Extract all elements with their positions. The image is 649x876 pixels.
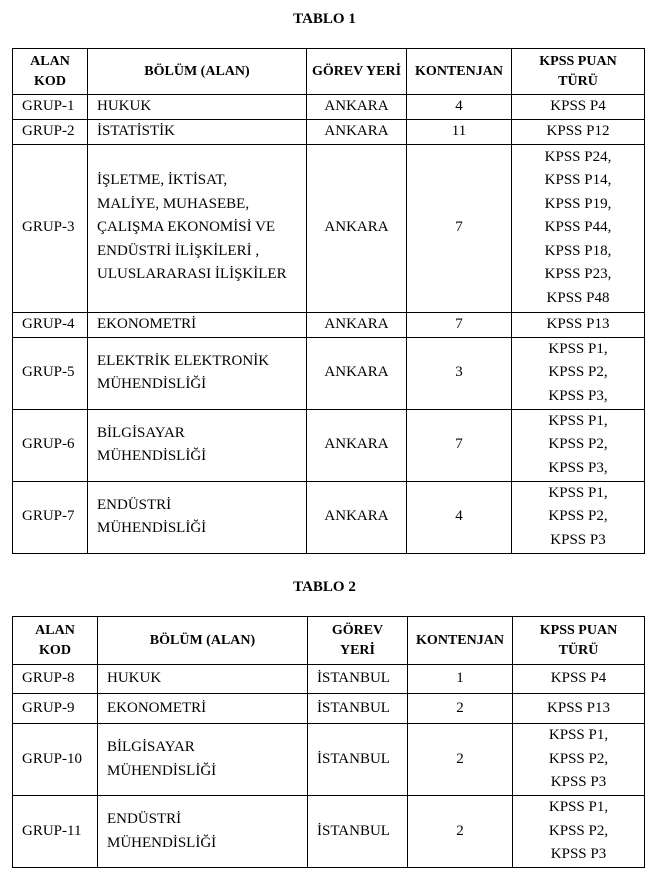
kontenjan-cell: 3 [407,337,512,409]
bolum-line: ÇALIŞMA EKONOMİSİ VE [97,219,276,236]
kpss-cell [513,694,645,724]
kpss-cell [513,796,645,868]
bolum-line: HUKUK [107,670,162,687]
bolum-cell [98,796,308,868]
bolum-cell [88,312,307,337]
header-gorev-yeri [308,617,408,665]
kontenjan-cell: 7 [407,144,512,312]
bolum-line: EKONOMETRİ [97,315,197,332]
tablo-1-body [13,95,645,554]
table-row [13,95,645,120]
alan-kod-cell: GRUP-1 [13,95,88,120]
bolum-line: ULUSLARARASI İLİŞKİLER [97,266,287,283]
kpss-line: KPSS P3, [548,459,608,476]
tablo-2-body [13,665,645,868]
kpss-line: KPSS P2, [548,750,609,767]
header-alan-line2: KOD [34,73,66,89]
alan-kod-cell: GRUP-6 [13,409,88,481]
alan-kod-cell: GRUP-11 [13,796,98,868]
gorev-yeri-cell: ANKARA [307,409,407,481]
header-bolum: BÖLÜM (ALAN) [88,49,307,95]
gorev-yeri-cell: İSTANBUL [308,665,408,694]
kontenjan-cell: 2 [408,694,513,724]
bolum-cell [98,694,308,724]
header-kontenjan: KONTENJAN [408,617,513,665]
kpss-line: KPSS P12 [546,122,610,139]
tablo-2-title: TABLO 2 [293,579,356,595]
header-alan-line1: ALAN [35,622,75,638]
bolum-line: BİLGİSAYAR [107,739,195,755]
alan-kod-cell: GRUP-7 [13,481,88,553]
kpss-cell [512,144,645,312]
kontenjan-cell: 1 [408,665,513,694]
gorev-yeri-cell: ANKARA [307,312,407,337]
bolum-line: MÜHENDİSLİĞİ [97,376,207,392]
alan-kod-cell: GRUP-5 [13,337,88,409]
kpss-line: KPSS P1, [548,799,609,816]
kontenjan-cell: 4 [407,95,512,120]
header-alan-line1: ALAN [30,53,70,69]
bolum-line: MÜHENDİSLİĞİ [97,520,207,536]
bolum-cell [88,95,307,120]
kpss-line: KPSS P3 [550,846,607,863]
bolum-cell [88,144,307,312]
kpss-line: KPSS P13 [546,315,610,332]
kpss-cell [512,312,645,337]
header-gorev-line2: YERİ [339,642,375,658]
header-kpss [513,617,645,665]
table-row [13,119,645,144]
header-kpss-line1: KPSS PUAN [539,622,618,638]
kpss-line: KPSS P1, [548,727,609,744]
kpss-line: KPSS P4 [550,670,607,687]
kpss-cell [512,337,645,409]
bolum-line: BİLGİSAYAR [97,424,185,441]
header-kpss [512,49,645,95]
gorev-yeri-cell: İSTANBUL [308,724,408,796]
kpss-line: KPSS P2, [548,508,608,525]
gorev-yeri-cell: ANKARA [307,481,407,553]
bolum-cell [98,724,308,796]
bolum-line: HUKUK [97,98,152,114]
bolum-line: ELEKTRİK ELEKTRONİK [97,352,270,369]
kpss-line: KPSS P24, [544,148,612,165]
bolum-line: MÜHENDİSLİĞİ [107,834,217,851]
kpss-cell [512,95,645,120]
kpss-cell [513,724,645,796]
bolum-line: MALİYE, MUHASEBE, [97,195,250,212]
kpss-cell [512,119,645,144]
bolum-line: MÜHENDİSLİĞİ [107,762,217,779]
gorev-yeri-cell: ANKARA [307,144,407,312]
table-row [13,312,645,337]
header-gorev-yeri: GÖREV YERİ [307,49,407,95]
gorev-yeri-cell: ANKARA [307,337,407,409]
kpss-line: KPSS P2, [548,364,608,381]
kpss-line: KPSS P3 [550,774,607,791]
kpss-line: KPSS P48 [546,289,610,306]
kpss-line: KPSS P13 [547,699,610,716]
table-row [13,337,645,409]
alan-kod-cell: GRUP-10 [13,724,98,796]
header-alan-kod [13,617,98,665]
tablo-1-title: TABLO 1 [293,11,356,27]
bolum-line: İSTATİSTİK [97,122,175,139]
kontenjan-cell: 4 [407,481,512,553]
kontenjan-cell: 11 [407,119,512,144]
table-row [13,409,645,481]
kpss-cell [512,409,645,481]
kpss-line: KPSS P23, [544,266,612,283]
table-row [13,481,645,553]
tablo-2-header-row [13,617,645,665]
bolum-line: ENDÜSTRİ [107,811,182,827]
bolum-line: İŞLETME, İKTİSAT, [97,172,228,189]
bolum-cell [88,409,307,481]
alan-kod-cell: GRUP-3 [13,144,88,312]
kpss-line: KPSS P2, [548,436,608,453]
bolum-line: MÜHENDİSLİĞİ [97,448,207,464]
kpss-line: KPSS P3 [550,531,606,548]
alan-kod-cell: GRUP-9 [13,694,98,724]
alan-kod-cell: GRUP-2 [13,119,88,144]
header-kpss-line2: TÜRÜ [558,642,599,658]
table-row [13,144,645,312]
table-row [13,724,645,796]
gorev-yeri-cell: İSTANBUL [308,796,408,868]
header-kpss-line2: TÜRÜ [558,73,598,89]
table-row [13,665,645,694]
bolum-line: EKONOMETRİ [107,699,207,716]
kpss-line: KPSS P18, [544,242,612,259]
bolum-cell [88,119,307,144]
kpss-line: KPSS P1, [548,412,608,429]
kontenjan-cell: 7 [407,409,512,481]
table-row [13,694,645,724]
gorev-yeri-cell: İSTANBUL [308,694,408,724]
header-kpss-line1: KPSS PUAN [539,53,617,69]
tablo-1 [12,48,645,554]
header-alan-line2: KOD [39,642,71,658]
tablo-1-header-row [13,49,645,95]
alan-kod-cell: GRUP-8 [13,665,98,694]
kontenjan-cell: 2 [408,796,513,868]
kpss-line: KPSS P2, [548,822,609,839]
kpss-line: KPSS P19, [544,195,612,212]
kpss-line: KPSS P3, [548,387,608,404]
bolum-cell [88,337,307,409]
gorev-yeri-cell: ANKARA [307,119,407,144]
kpss-cell [513,665,645,694]
kpss-line: KPSS P4 [550,98,606,114]
table-row [13,796,645,868]
kpss-line: KPSS P1, [548,340,608,357]
bolum-cell [98,665,308,694]
kpss-line: KPSS P14, [544,172,612,189]
kpss-line: KPSS P44, [544,219,612,236]
header-alan-kod [13,49,88,95]
kontenjan-cell: 2 [408,724,513,796]
gorev-yeri-cell: ANKARA [307,95,407,120]
bolum-cell [88,481,307,553]
bolum-line: ENDÜSTRİ [97,496,172,513]
alan-kod-cell: GRUP-4 [13,312,88,337]
tablo-2 [12,616,645,868]
header-bolum: BÖLÜM (ALAN) [98,617,308,665]
header-kontenjan: KONTENJAN [407,49,512,95]
kontenjan-cell: 7 [407,312,512,337]
bolum-line: ENDÜSTRİ İLİŞKİLERİ , [97,242,260,259]
kpss-cell [512,481,645,553]
header-gorev-line1: GÖREV [331,622,384,638]
kpss-line: KPSS P1, [548,484,608,501]
